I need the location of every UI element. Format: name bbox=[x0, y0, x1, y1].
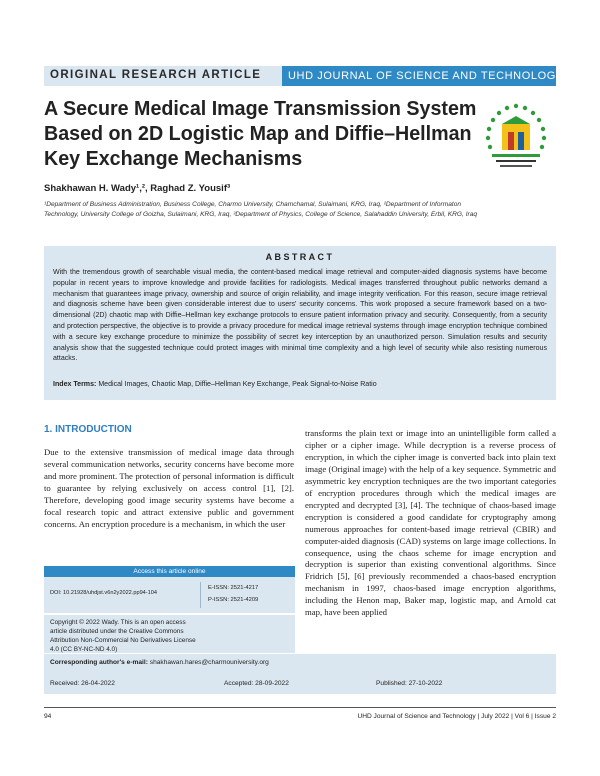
index-terms-label: Index Terms: bbox=[53, 381, 97, 388]
journal-footer-info: UHD Journal of Science and Technology | July 2022 | Vol 6 | Issue 2 bbox=[357, 713, 556, 720]
abstract-box bbox=[44, 246, 556, 400]
abstract-text: With the tremendous growth of searchable visual media, the content-based medical image retrieval and computer-aided diagnosis systems have become popular in recent years to improve knowledge and provide facilities for radiologists. Medical images transferred throughout public networks demand a mechanism that guarantees image privacy, ownership and source of origin reliability, and image integrity verification. For this reason, secure image retrieval and diagnosis scheme have been given considerable interest due to users' security concerns. This work proposed a secure framework based on a two-dimensional (2D) chaotic map with Diffie–Hellman key exchange protocols to ensure patient information privacy and security. Consequently, from a security and protection perspective, the objective is to provide a privacy procedure for medical image retrieval systems through image encryption technique combined with a secure key exchange procedure to minimize the possibility of secret key interception by an unauthorized person. Simulation results and security analysis show that the suggested technique could protect images with minimal time complexity and a high level of security while also resisting numerous attacks. bbox=[53, 269, 547, 363]
received-date: Received: 26-04-2022 bbox=[50, 680, 115, 687]
page-number: 94 bbox=[44, 713, 52, 720]
author-list: Shakhawan H. Wady¹,², Raghad Z. Yousif³ bbox=[44, 183, 231, 194]
footer-rule bbox=[44, 707, 556, 708]
title-line: A Secure Medical Image Transmission System bbox=[44, 97, 477, 120]
published-date: Published: 27-10-2022 bbox=[376, 680, 443, 687]
divider bbox=[200, 582, 201, 608]
title-line: Based on 2D Logistic Map and Diffie–Hellman bbox=[44, 122, 472, 145]
eissn-value: E-ISSN: 2521-4217 bbox=[208, 585, 259, 591]
affiliations: ¹Department of Business Administration, Business College, Charmo University, Chamchamal, Sulaimani, KRG, Iraq, ²Department of Informaton Technology, University College of Goizha, Sulaimani, KRG, Iraq, ³Department of Physics, College of Science, Salahaddin University, Erbil, KRG, Iraq bbox=[44, 201, 478, 218]
accepted-date: Accepted: 28-09-2022 bbox=[224, 680, 289, 687]
intro-left-column: Due to the extensive transmission of medical image data through several communication networks, security concerns have become more and more prominent. The protection of personal information is difficult to guarantee by relying exclusively on access control [1], [2]. Therefore, developing good image security systems have become a focal research topic and attract extensive public and government concerns. An encryption procedure is a mechanism, in which the user bbox=[44, 447, 294, 529]
access-identifiers bbox=[44, 577, 295, 613]
access-heading: Access this article online bbox=[44, 566, 295, 577]
article-type-label: ORIGINAL RESEARCH ARTICLE bbox=[50, 69, 262, 81]
corresponding-author bbox=[50, 659, 269, 666]
article-meta-band bbox=[44, 654, 556, 694]
pissn-value: P-ISSN: 2521-4209 bbox=[208, 597, 259, 603]
index-terms-values: Medical Images, Chaotic Map, Diffie–Hellman Key Exchange, Peak Signal-to-Noise Ratio bbox=[98, 381, 377, 388]
copyright-text: Copyright © 2022 Wady. This is an open access article distributed under the Creative Commons Attribution Non-Commercial No Derivatives License 4.0 (CC BY-NC-ND 4.0) bbox=[50, 619, 196, 653]
intro-right-column: transforms the plain text or image into an unintelligible form called a cipher or a cipher image. While decryption is a reverse process of encryption, in which the cipher image is converted back into plain text image (Original image) with the help of a key sequence. Symmetric and asymmetric key encryption techniques are the two important categories of encryption procedures through which the medical images are encrypted and decrypted [3], [4]. The technique of chaos-based image encryption is considered a good candidate for cryptography among numerous approaches for content-based image retrieval (CBIR) and computer-aided diagnosis (CAD) systems on large image collections. In consequence, using the chaos scheme for image encryption and decryption is superior than existing conventional algorithms. Since Fridrich [5], [6] previously recommended a chaos-based encryption mechanism in 1997, chaos-based image encryption algorithms, including the Henon map, Baker map, logistic map, and Arnold cat map, have been applied bbox=[305, 428, 556, 618]
corr-label: Corresponding author's e-mail: bbox=[50, 659, 148, 666]
index-terms bbox=[53, 381, 547, 388]
corr-email-link[interactable]: shakhawan.hares@charmouniversity.org bbox=[149, 659, 269, 666]
article-type-band bbox=[44, 66, 282, 86]
journal-seal-logo bbox=[478, 98, 554, 176]
paper-title bbox=[44, 96, 477, 171]
copyright-notice bbox=[44, 615, 295, 653]
access-article-box bbox=[44, 566, 295, 654]
journal-name-label: UHD JOURNAL OF SCIENCE AND TECHNOLOGY bbox=[288, 69, 564, 82]
doi-link[interactable]: DOI: 10.21928/uhdjst.v6n2y2022.pp94-104 bbox=[50, 590, 157, 596]
abstract-heading: ABSTRACT bbox=[265, 252, 335, 262]
section-heading-introduction: 1. INTRODUCTION bbox=[44, 424, 132, 435]
journal-name-band bbox=[282, 66, 564, 86]
title-line: Key Exchange Mechanisms bbox=[44, 147, 303, 170]
